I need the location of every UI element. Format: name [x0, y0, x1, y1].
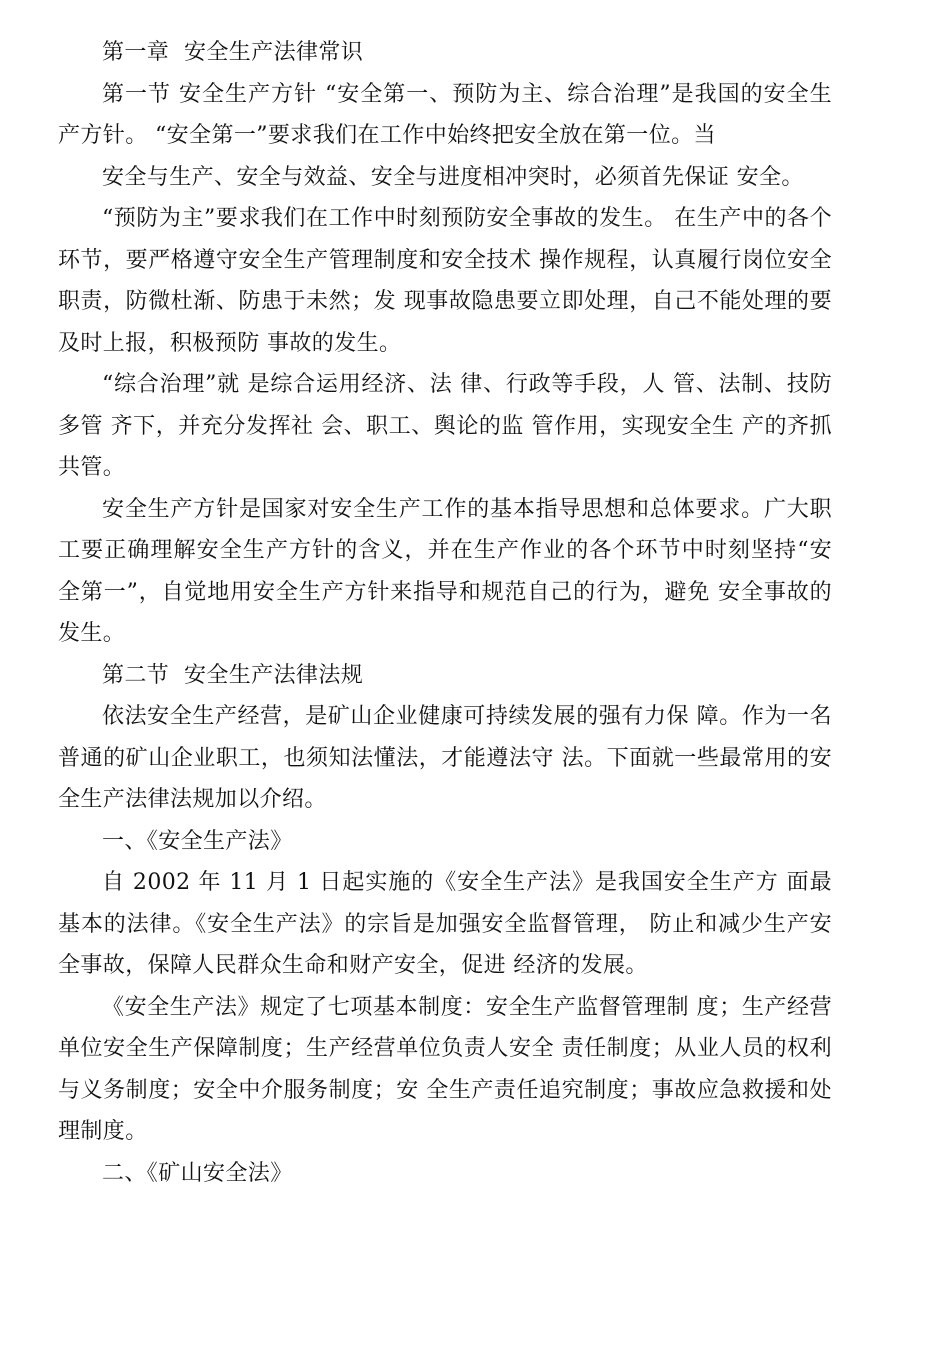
law1-paragraph: 《安全生产法》规定了七项基本制度：安全生产监督管理制 度；生产经营单位安全生产保障制度；生产经营单位负责人安全 责任制度；从业人员的权利与义务制度；安全中介服务制度；安 全生产责任追究制度；事故应急救援和处理制度。	[58, 994, 832, 1144]
law2-title: 二、《矿山安全法》	[102, 1160, 293, 1186]
body-paragraph: “预防为主”要求我们在工作中时刻预防安全事故的发生。 在生产中的各个环节，要严格遵守安全生产管理制度和安全技术 操作规程，认真履行岗位安全职责，防微杜渐、防患于未然；发 现事故隐患要立即处理，自己不能处理的要及时上报，积极预防 事故的发生。	[58, 206, 832, 356]
body-paragraph: “综合治理”就 是综合运用经济、法 律、行政等手段，人 管、法制、技防多管 齐下，并充分发挥社 会、职工、舆论的监 管作用，实现安全生 产的齐抓共管。	[58, 372, 832, 480]
section2-paragraph: 依法安全生产经营，是矿山企业健康可持续发展的强有力保 障。作为一名普通的矿山企业职工，也须知法懂法，才能遵法守 法。下面就一些最常用的安全生产法律法规加以介绍。	[58, 704, 832, 812]
law1-title: 一、《安全生产法》	[102, 828, 293, 854]
body-paragraph: 安全生产方针是国家对安全生产工作的基本指导思想和总体要求。广大职工要正确理解安全生产方针的含义，并在生产作业的各个环节中时刻坚持“安 全第一”，自觉地用安全生产方针来指导和规范自己的行为，避免 安全事故的发生。	[58, 496, 832, 646]
law1-paragraph: 自 2002 年 11 月 1 日起实施的《安全生产法》是我国安全生产方 面最基本的法律。《安全生产法》的宗旨是加强安全监督管理， 防止和减少生产安全事故，保障人民群众生命和财产安全，促进 经济的发展。	[58, 870, 832, 978]
section2-title: 第二节 安全生产法律法规	[102, 662, 364, 688]
chapter-title: 第一章 安全生产法律常识	[102, 40, 364, 65]
document-body	[58, 32, 832, 1194]
body-paragraph: 安全与生产、安全与效益、安全与进度相冲突时，必须首先保证 安全。	[102, 164, 804, 190]
section1-paragraph: 第一节 安全生产方针 “安全第一、预防为主、综合治理”是我国的安全生产方针。 “安全第一”要求我们在工作中始终把安全放在第一位。当	[58, 81, 832, 148]
